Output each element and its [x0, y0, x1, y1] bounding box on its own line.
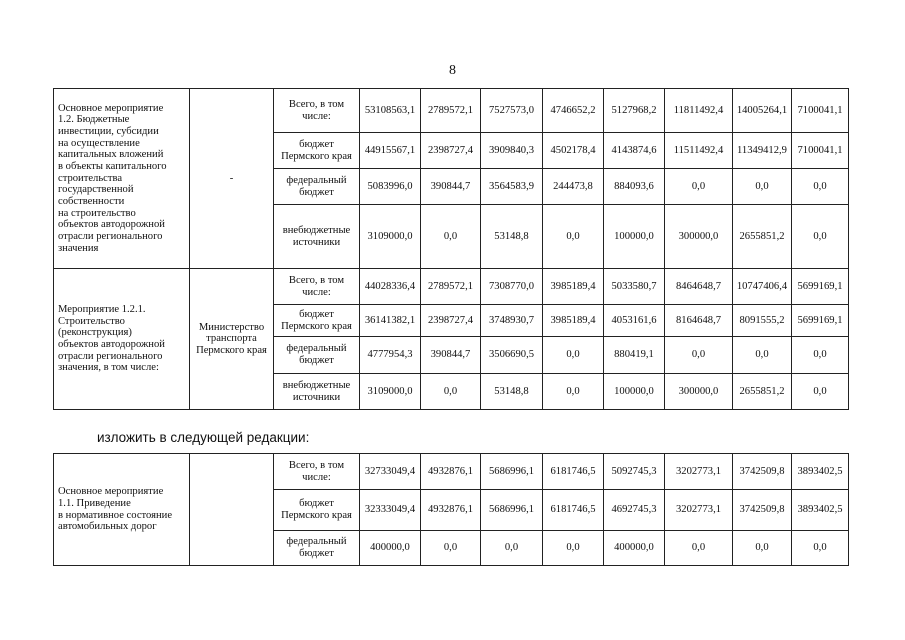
amount-cell: 3909840,3 [481, 133, 543, 169]
amount-cell: 5127968,2 [604, 89, 665, 133]
amount-cell: 0,0 [792, 337, 849, 374]
amount-cell: 884093,6 [604, 169, 665, 205]
funding-source: федеральный бюджет [274, 531, 360, 566]
amount-cell: 53108563,1 [360, 89, 421, 133]
amount-cell: 5092745,3 [604, 454, 665, 490]
responsible-executor [190, 454, 274, 566]
funding-source: бюджет Пермского края [274, 133, 360, 169]
amount-cell: 0,0 [733, 169, 792, 205]
amount-cell: 390844,7 [421, 169, 481, 205]
responsible-executor: - [190, 89, 274, 269]
amount-cell: 0,0 [421, 531, 481, 566]
amount-cell: 0,0 [421, 374, 481, 410]
amount-cell: 244473,8 [543, 169, 604, 205]
amount-cell: 100000,0 [604, 205, 665, 269]
measure-name: Мероприятие 1.2.1. Строительство (реконструкция) объектов автодорожной отрасли регионального значения, в том числе: [54, 269, 190, 410]
amount-cell: 5033580,7 [604, 269, 665, 305]
funding-source: федеральный бюджет [274, 337, 360, 374]
amount-cell: 32733049,4 [360, 454, 421, 490]
amendment-heading: изложить в следующей редакции: [97, 430, 310, 445]
amount-cell: 3893402,5 [792, 490, 849, 531]
amount-cell: 7527573,0 [481, 89, 543, 133]
amount-cell: 2789572,1 [421, 89, 481, 133]
amount-cell: 5083996,0 [360, 169, 421, 205]
amount-cell: 880419,1 [604, 337, 665, 374]
amount-cell: 0,0 [733, 337, 792, 374]
amount-cell: 11811492,4 [665, 89, 733, 133]
amount-cell: 44915567,1 [360, 133, 421, 169]
table-row [54, 454, 849, 490]
amount-cell: 0,0 [792, 374, 849, 410]
amount-cell: 5686996,1 [481, 454, 543, 490]
amount-cell: 53148,8 [481, 205, 543, 269]
funding-source: внебюджетные источники [274, 205, 360, 269]
amount-cell: 3893402,5 [792, 454, 849, 490]
amount-cell: 4746652,2 [543, 89, 604, 133]
amount-cell: 3506690,5 [481, 337, 543, 374]
amount-cell: 100000,0 [604, 374, 665, 410]
funding-source: федеральный бюджет [274, 169, 360, 205]
budget-table-new [53, 453, 849, 566]
amount-cell: 2398727,4 [421, 133, 481, 169]
amount-cell: 400000,0 [360, 531, 421, 566]
amount-cell: 4777954,3 [360, 337, 421, 374]
amount-cell: 11511492,4 [665, 133, 733, 169]
amount-cell: 4932876,1 [421, 454, 481, 490]
amount-cell: 8164648,7 [665, 305, 733, 337]
amount-cell: 0,0 [665, 169, 733, 205]
amount-cell: 300000,0 [665, 374, 733, 410]
amount-cell: 5699169,1 [792, 269, 849, 305]
amount-cell: 3748930,7 [481, 305, 543, 337]
amount-cell: 0,0 [792, 531, 849, 566]
amount-cell: 7100041,1 [792, 89, 849, 133]
amount-cell: 4932876,1 [421, 490, 481, 531]
amount-cell: 6181746,5 [543, 454, 604, 490]
amount-cell: 2655851,2 [733, 374, 792, 410]
responsible-executor: Министерство транспорта Пермского края [190, 269, 274, 410]
amount-cell: 5699169,1 [792, 305, 849, 337]
amount-cell: 36141382,1 [360, 305, 421, 337]
amount-cell: 10747406,4 [733, 269, 792, 305]
amount-cell: 0,0 [665, 531, 733, 566]
amount-cell: 4053161,6 [604, 305, 665, 337]
amount-cell: 4143874,6 [604, 133, 665, 169]
amount-cell: 2789572,1 [421, 269, 481, 305]
amount-cell: 3985189,4 [543, 305, 604, 337]
amount-cell: 4692745,3 [604, 490, 665, 531]
amount-cell: 0,0 [792, 169, 849, 205]
amount-cell: 3202773,1 [665, 454, 733, 490]
amount-cell: 3742509,8 [733, 454, 792, 490]
amount-cell: 32333049,4 [360, 490, 421, 531]
amount-cell: 2398727,4 [421, 305, 481, 337]
budget-table-current [53, 88, 849, 410]
amount-cell: 0,0 [543, 531, 604, 566]
amount-cell: 8464648,7 [665, 269, 733, 305]
funding-source: Всего, в том числе: [274, 454, 360, 490]
amount-cell: 4502178,4 [543, 133, 604, 169]
amount-cell: 0,0 [481, 531, 543, 566]
funding-source: бюджет Пермского края [274, 490, 360, 531]
amount-cell: 6181746,5 [543, 490, 604, 531]
amount-cell: 8091555,2 [733, 305, 792, 337]
amount-cell: 390844,7 [421, 337, 481, 374]
amount-cell: 300000,0 [665, 205, 733, 269]
amount-cell: 7100041,1 [792, 133, 849, 169]
amount-cell: 3564583,9 [481, 169, 543, 205]
amount-cell: 7308770,0 [481, 269, 543, 305]
amount-cell: 0,0 [665, 337, 733, 374]
amount-cell: 3109000,0 [360, 205, 421, 269]
amount-cell: 3742509,8 [733, 490, 792, 531]
funding-source: внебюджетные источники [274, 374, 360, 410]
amount-cell: 44028336,4 [360, 269, 421, 305]
amount-cell: 5686996,1 [481, 490, 543, 531]
amount-cell: 400000,0 [604, 531, 665, 566]
amount-cell: 0,0 [543, 205, 604, 269]
amount-cell: 11349412,9 [733, 133, 792, 169]
funding-source: Всего, в том числе: [274, 89, 360, 133]
amount-cell: 0,0 [543, 374, 604, 410]
amount-cell: 2655851,2 [733, 205, 792, 269]
amount-cell: 0,0 [421, 205, 481, 269]
amount-cell: 53148,8 [481, 374, 543, 410]
amount-cell: 0,0 [733, 531, 792, 566]
funding-source: Всего, в том числе: [274, 269, 360, 305]
amount-cell: 3202773,1 [665, 490, 733, 531]
table-row [54, 89, 849, 133]
amount-cell: 0,0 [543, 337, 604, 374]
table-row [54, 269, 849, 305]
funding-source: бюджет Пермского края [274, 305, 360, 337]
amount-cell: 3985189,4 [543, 269, 604, 305]
amount-cell: 14005264,1 [733, 89, 792, 133]
amount-cell: 3109000,0 [360, 374, 421, 410]
measure-name: Основное мероприятие 1.2. Бюджетные инвестиции, субсидии на осуществление капитальных вложений в объекты капитального строительства государственной собственности на строительство объектов автодорожной отрасли регионального значения [54, 89, 190, 269]
measure-name: Основное мероприятие 1.1. Приведение в нормативное состояние автомобильных дорог [54, 454, 190, 566]
amount-cell: 0,0 [792, 205, 849, 269]
page-number: 8 [449, 63, 456, 78]
